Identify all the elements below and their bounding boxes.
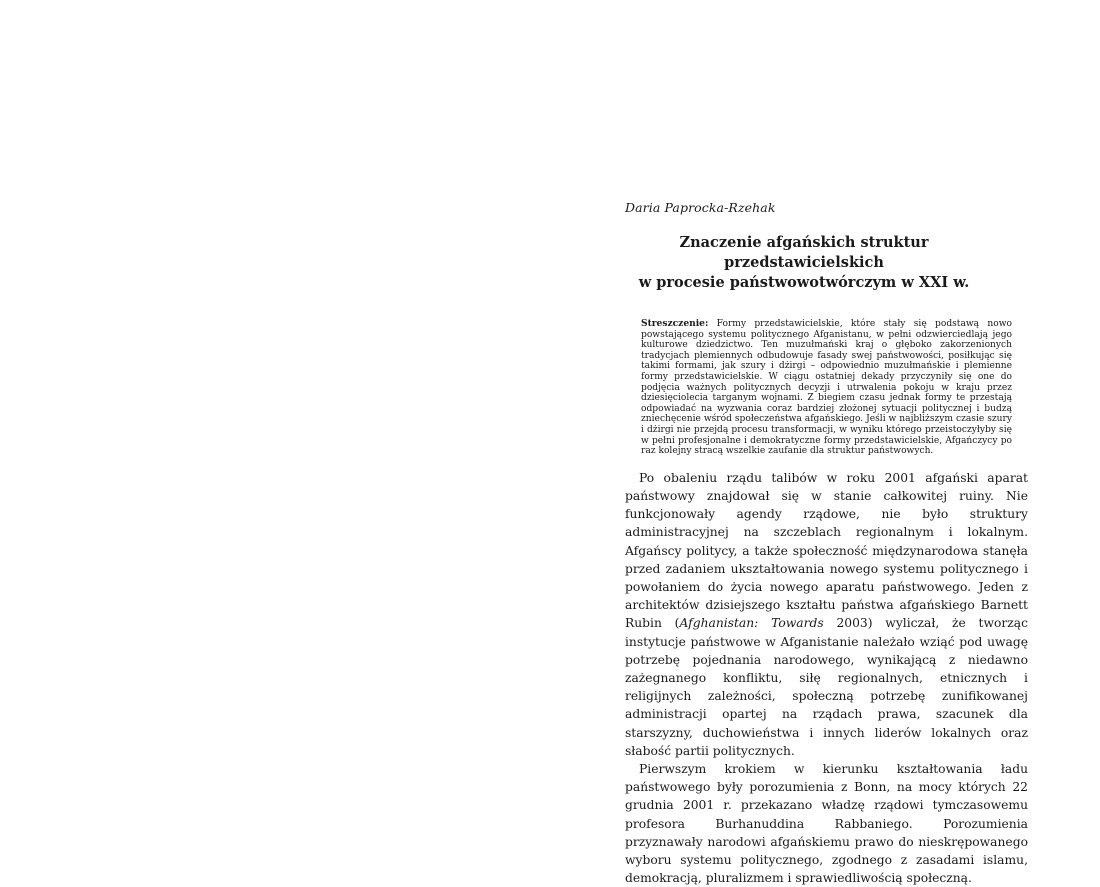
abstract-text: Formy przedstawicielskie, które stały się podstawą nowo powstającego systemu politycznego Afganistanu, w pełni odzwierciedlają jego kulturowe dziedzictwo. Ten muzułmański kraj o głęboko zakorzenionych tradycjach plemiennych odbudowuje fasady swej państwowości, posiłkując się takimi formami, jak szury i dżirgi – odpowiednio muzułmańskie i plemienne formy przedstawicielskie. W ciągu ostatniej dekady przyczyniły się one do podjęcia ważnych politycznych decyzji i utrwalenia pokoju w kraju przez dziesięciolecia targanym wojnami. Z biegiem czasu jednak formy te przestają odpowiadać na wyzwania coraz bardziej złożonej sytuacji politycznej i budzą zniechęcenie wśród społeczeństwa afgańskiego. Jeśli w najbliższym czasie szury i dżirgi nie przejdą procesu transformacji, w wyniku którego przeistoczyłyby się w pełni profesjonalne i demokratyczne formy przedstawicielskie, Afgańczycy po raz kolejny stracą wszelkie zaufanie dla struktur państwowych. [641,319,1012,457]
body-text [625,469,1028,887]
paragraph-2: Pierwszym krokiem w kierunku kształtowania ładu państwowego były porozumienia z Bonn, na mocy których 22 grudnia 2001 r. przekazano władzę rządowi tymczasowemu profesora Burhanuddina Rabbaniego. Porozumienia przyznawały narodowi afgańskiemu prawo do nieskrępowanego wyboru systemu politycznego, zgodnego z zasadami islamu, demokracją, pluralizmem i sprawiedliwością społeczną. [625,761,1028,886]
article-title [625,233,1028,293]
author-name: Daria Paprocka-Rzehak [625,200,776,215]
paragraph-1-italic-title: Afghanistan: Towards [679,616,824,631]
article-title-line-2: w procesie państwowotwórczym w XXI w. [638,274,970,291]
paragraph-1-part-a: Po obaleniu rządu talibów w roku 2001 afgański aparat państwowy znajdował się w stanie całkowitej ruiny. Nie funkcjonowały agendy rządowe, nie było struktury administracyjnej na szczeblach regionalnym i lokalnym. Afgańscy politycy, a także społeczność międzynarodowa stanęła przed zadaniem ukształtowania nowego systemu politycznego i powołaniem do życia nowego aparatu państwowego. Jeden z architektów dzisiejszego kształtu państwa afgańskiego Barnett Rubin ( [625,470,1028,631]
paragraph-1 [625,469,1028,760]
right-page-column [625,200,1028,887]
paragraph-1-part-b: 2003) wyliczał, że tworząc instytucje państwowe w Afganistanie należało wziąć pod uwagę potrzebę pojednania narodowego, wynikającą z niedawno zażegnanego konfliktu, siłę regionalnych, etnicznych i religijnych zależności, społeczną potrzebę zunifikowanej administracji opartej na rządach prawa, szacunek dla starszyzny, duchowieństwa i innych liderów lokalnych oraz słabość partii politycznych. [625,616,1028,758]
abstract-label: Streszczenie: [641,318,709,329]
abstract [641,319,1012,457]
article-title-line-1: Znaczenie afgańskich struktur przedstawicielskich [679,234,929,271]
